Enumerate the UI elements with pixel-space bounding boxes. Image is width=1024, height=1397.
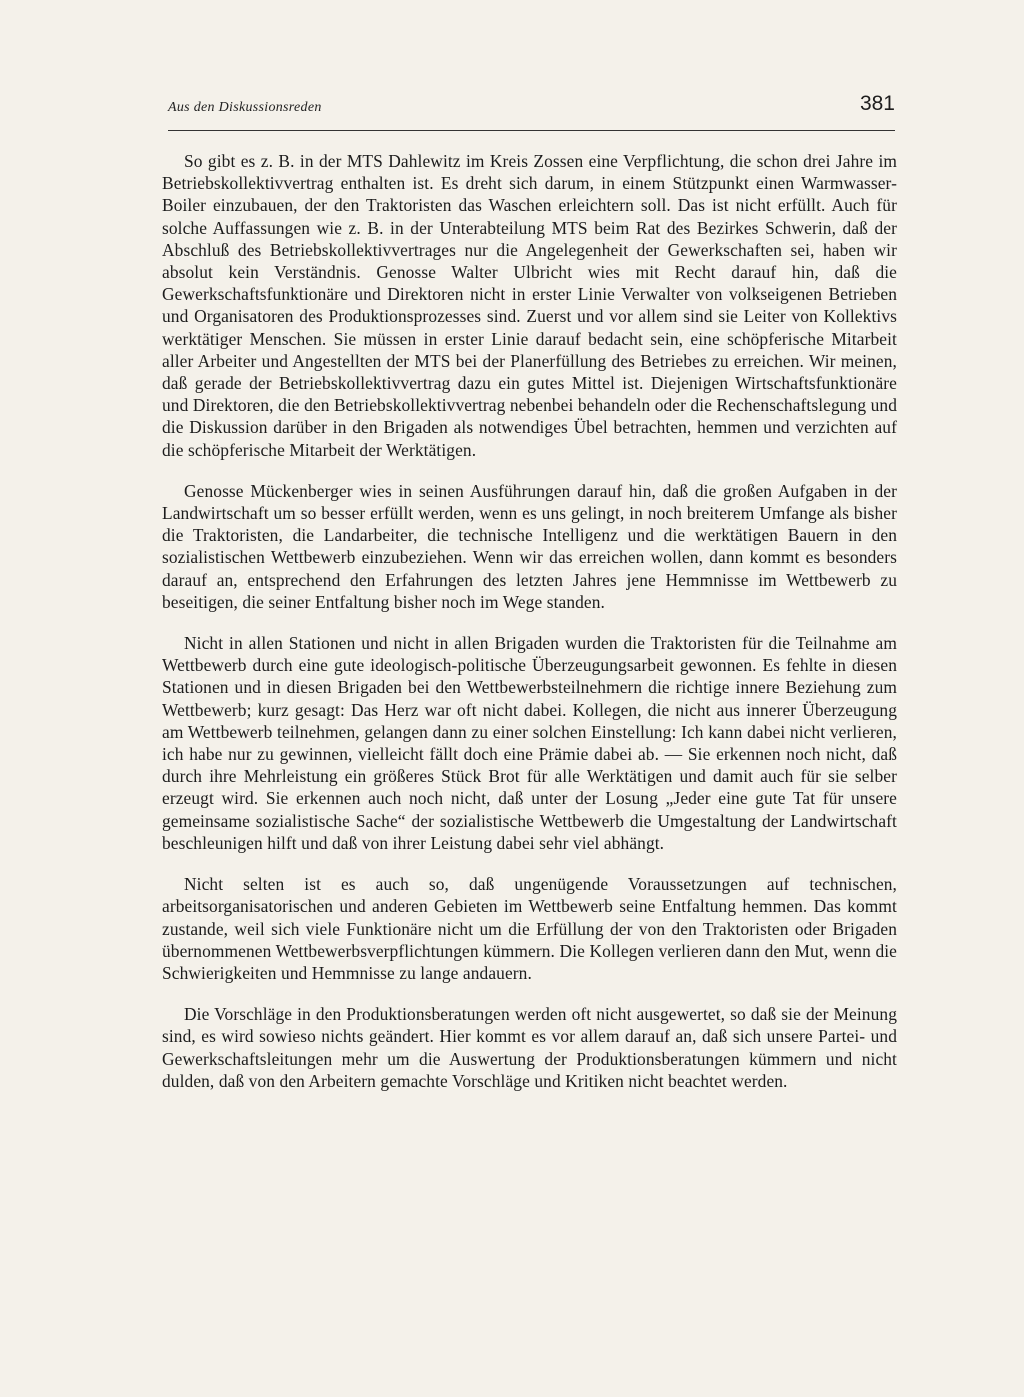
paragraph: Die Vorschläge in den Produktionsberatungen werden oft nicht ausgewertet, so daß sie der Meinung sind, es wird sowieso nichts geändert. Hier kommt es vor allem darauf an, daß sich unsere Partei- und Gewerkschaftsleitungen mehr um die Auswertung der Produktionsberatungen kümmern und nicht dulden, daß von den Arbeitern gemachte Vorschläge und Kritiken nicht beachtet werden. xyxy=(162,1004,897,1091)
page-header xyxy=(168,94,895,131)
paragraph: Nicht selten ist es auch so, daß ungenügende Voraussetzungen auf technischen, arbeitsorganisatorischen und anderen Gebieten im Wettbewerb seine Entfaltung hemmen. Das kommt zustande, weil sich viele Funktionäre nicht um die Erfüllung der von den Traktoristen oder Brigaden übernommenen Wettbewerbsverpflichtungen kümmern. Die Kollegen verlieren dann den Mut, wenn die Schwierigkeiten und Hemmnisse zu lange andauern. xyxy=(162,874,897,983)
paragraph: So gibt es z. B. in der MTS Dahlewitz im Kreis Zossen eine Verpflichtung, die schon drei Jahre im Betriebskollektivvertrag enthalten ist. Es dreht sich darum, in einem Stützpunkt einen Warmwasser-Boiler einzubauen, der den Traktoristen das Waschen erleichtern soll. Das ist nicht erfüllt. Auch für solche Auffassungen wie z. B. in der Unterabteilung MTS beim Rat des Bezirkes Schwerin, daß der Abschluß des Betriebskollektivvertrages nur die Angelegenheit der Gewerkschaften sei, haben wir absolut kein Verständnis. Genosse Walter Ulbricht wies mit Recht darauf hin, daß die Gewerkschaftsfunktionäre und Direktoren nicht in erster Linie Verwalter von volkseigenen Betrieben und Organisatoren des Produktionsprozesses sind. Zuerst und vor allem sind sie Leiter von Kollektivs werktätiger Menschen. Sie müssen in erster Linie darauf bedacht sein, eine schöpferische Mitarbeit aller Arbeiter und Angestellten der MTS bei der Planerfüllung des Betriebes zu erreichen. Wir meinen, daß gerade der Betriebskollektivvertrag dazu ein gutes Mittel ist. Diejenigen Wirtschaftsfunktionäre und Direktoren, die den Betriebskollektivvertrag nebenbei behandeln oder die Rechenschaftslegung und die Diskussion darüber in den Brigaden als notwendiges Übel betrachten, hemmen und verzichten auf die schöpferische Mitarbeit der Werktätigen. xyxy=(162,151,897,460)
page-number: 381 xyxy=(859,92,895,115)
running-head: Aus den Diskussionsreden xyxy=(168,100,322,115)
body-text xyxy=(162,150,897,1092)
paragraph: Nicht in allen Stationen und nicht in allen Brigaden wurden die Traktoristen für die Teilnahme am Wettbewerb durch eine gute ideologisch-politische Überzeugungsarbeit gewonnen. Es fehlte in diesen Stationen und in diesen Brigaden bei den Wettbewerbsteilnehmern die richtige innere Beziehung zum Wettbewerb; kurz gesagt: Das Herz war oft nicht dabei. Kollegen, die nicht aus innerer Überzeugung am Wettbewerb teilnehmen, gelangen dann zu einer solchen Einstellung: Ich kann dabei nicht verlieren, ich habe nur zu gewinnen, vielleicht fällt doch eine Prämie dabei ab. — Sie erkennen noch nicht, daß durch ihre Mehrleistung ein größeres Stück Brot für alle Werktätigen und damit auch für sie selber erzeugt wird. Sie erkennen auch noch nicht, daß unter der Losung „Jeder eine gute Tat für unsere gemeinsame sozialistische Sache“ der sozialistische Wettbewerb die Umgestaltung der Landwirtschaft beschleunigen hilft und daß von ihrer Leistung dabei sehr viel abhängt. xyxy=(162,633,897,853)
paragraph: Genosse Mückenberger wies in seinen Ausführungen darauf hin, daß die großen Aufgaben in der Landwirtschaft um so besser erfüllt werden, wenn es uns gelingt, in noch breiterem Umfange als bisher die Traktoristen, die Landarbeiter, die technische Intelligenz und die werktätigen Bauern in den sozialistischen Wettbewerb einzubeziehen. Wenn wir das erreichen wollen, dann kommt es besonders darauf an, entsprechend den Erfahrungen des letzten Jahres jene Hemmnisse im Wettbewerb zu beseitigen, die seiner Entfaltung bisher noch im Wege standen. xyxy=(162,480,897,612)
